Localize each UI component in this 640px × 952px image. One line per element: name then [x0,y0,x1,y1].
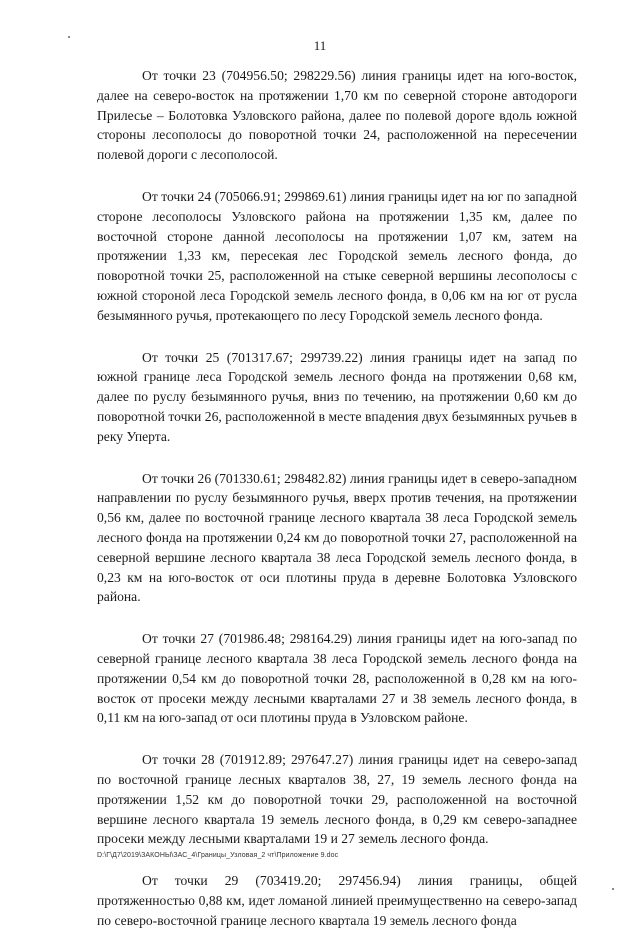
paragraph-point-23: От точки 23 (704956.50; 298229.56) линия границы идет на юго-восток, далее на северо-восток на протяжении 1,70 км по северной стороне автодороги Прилесье – Болотовка Узловского района, далее по полевой дороге вдоль южной стороны лесополосы до поворотной точки 24, расположенной на пересечении полевой дороги с лесополосой. [97,68,577,163]
paragraph-point-25: От точки 25 (701317.67; 299739.22) линия границы идет на запад по южной границе леса Городской земель лесного фонда на протяжении 0,68 км, далее по руслу безымянного ручья, вниз по течению, на протяжении 0,60 км до поворотной точки 26, расположенной в месте впадения двух безымянных ручьев в реку Уперта. [97,349,577,444]
paragraph-point-24: От точки 24 (705066.91; 299869.61) линия границы идет на юг по западной стороне лесополосы Узловского района на протяжении 1,35 км, далее по восточной стороне данной лесополосы на протяжении 1,07 км, затем на протяжении 1,33 км, пересекая лес Городской земель лесного фонда, до поворотной точки 25, расположенной на стыке северной вершины лесополосы с южной стороной леса Городской земель лесного фонда, в 0,06 км на юг от русла безымянного ручья, протекающего по лесу Городской земель лесного фонда. [97,188,577,323]
document-body [97,66,577,952]
paragraph-point-26: От точки 26 (701330.61; 298482.82) линия границы идет в северо-западном направлении по руслу безымянного ручья, вверх против течения, на протяжении 0,56 км, далее по восточной границе лесного квартала 38 леса Городской земель лесного фонда на протяжении 0,24 км до поворотной точки 27, расположенной на северной вершине лесного квартала 38 леса Городской земель лесного фонда, в 0,23 км на юго-восток от оси плотины пруда в деревне Болотовка Узловского района. [97,470,577,605]
paragraph-point-28: От точки 28 (701912.89; 297647.27) линия границы идет на северо-запад по восточной границе лесных кварталов 38, 27, 19 земель лесного фонда на протяжении 1,52 км до поворотной точки 29, расположенной на восточной вершине лесного квартала 19 земель лесного фонда, в 0,29 км северо-западнее просеки между лесными кварталами 19 и 27 земель лесного фонда. [97,752,577,847]
paragraph-point-29: От точки 29 (703419.20; 297456.94) линия границы, общей протяженностью 0,88 км, идет ломаной линией преимущественно на северо-запад по северо-восточной границе лесного квартала 19 земель лесного фонда [97,873,577,928]
footer-file-path: D:\Г\Д7\2019\ЗАКОНЫ\ЗАС_4\Границы_Узловая_2 чт\Приложение 9.doc [97,852,339,859]
paragraph-point-27: От точки 27 (701986.48; 298164.29) линия границы идет на юго-запад по северной границе лесного квартала 38 леса Городской земель лесного фонда на протяжении 0,54 км до поворотной точки 28, расположенной в 0,28 км на юго-восток от просеки между лесными кварталами 27 и 38 земель лесного фонда, в 0,11 км на юго-запад от оси плотины пруда в Узловском районе. [97,631,577,726]
page-number: 11 [313,38,327,53]
scan-speck [68,36,70,38]
scan-speck [612,888,614,890]
